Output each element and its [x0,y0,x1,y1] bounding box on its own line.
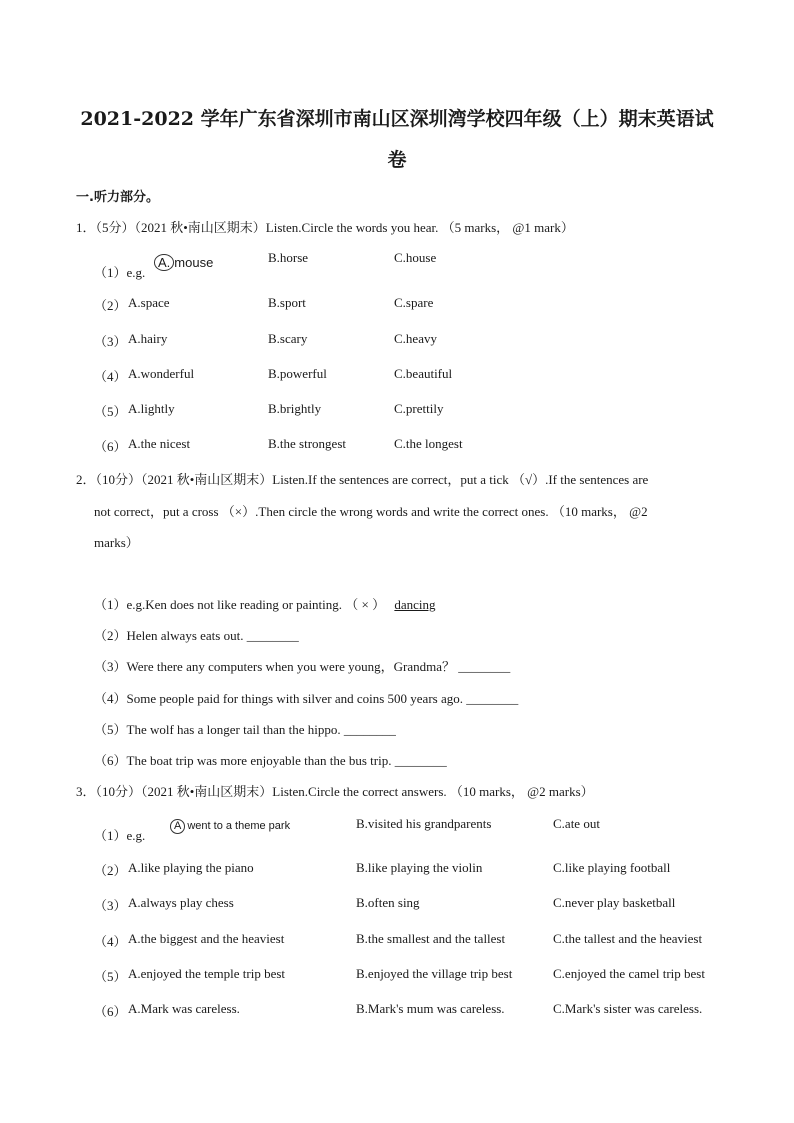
q1-row-3-option-b: B.scary [268,331,308,346]
q2-item-5: （5）The wolf has a longer tail than the hippo. ________ [94,722,396,737]
q3-row-3-option-c: C.never play basketball [553,895,676,910]
q1-row-1-option-b: B.horse [268,250,309,265]
question-2-header-line3: marks） [94,535,139,550]
q3-row-4 [94,931,734,951]
page-title-line2: 卷 [387,149,407,171]
circled-answer-a: A. [154,254,174,271]
q3-row-6-option-b: B.Mark's mum was careless. [356,1001,505,1016]
q3-row-5-option-a: A.enjoyed the temple trip best [128,966,286,981]
q3-row-1-number: （1）e.g. [94,828,146,843]
q1-row-6 [94,436,734,456]
q1-row-6-option-b: B.the strongest [268,436,346,451]
q1-row-1 [94,250,734,280]
q1-row-4-option-c: C.beautiful [394,366,453,381]
question-2-header-line1: 2．（10分）（2021 秋•南山区期末）Listen.If the sentences are correct，put a tick （√）.If the sentences are [76,472,649,487]
q3-row-5-option-b: B.enjoyed the village trip best [356,966,513,981]
q3-row-2 [94,860,734,880]
q3-row-2-option-b: B.like playing the violin [356,860,483,875]
question-1-header: 1．（5分）（2021 秋•南山区期末）Listen.Circle the words you hear. （5 marks， @1 mark） [76,220,574,235]
q1-row-3-number: （3） [94,334,127,349]
q1-row-3-option-c: C.heavy [394,331,437,346]
q1-row-5 [94,401,734,421]
section-heading-listening: 一.听力部分。 [76,190,159,205]
q3-row-6-option-a: A.Mark was careless. [128,1001,240,1016]
q3-row-1-option-a-word: went to a theme park [187,820,291,832]
q2-item-3: （3）Were there any computers when you were young，Grandma？ ________ [94,659,511,674]
q2-item-1-text: （1）e.g.Ken does not like reading or painting. （ × ） [94,597,386,612]
q3-row-3 [94,895,734,915]
q3-row-2-option-a: A.like playing the piano [128,860,254,875]
question-3-header: 3．（10分）（2021 秋•南山区期末）Listen.Circle the correct answers. （10 marks， @2 marks） [76,784,594,799]
q1-row-1-number: （1）e.g. [94,265,146,280]
q1-row-1-option-c: C.house [394,250,437,265]
q2-item-2: （2）Helen always eats out. ________ [94,628,299,643]
q3-row-6-option-c: C.Mark's sister was careless. [553,1001,703,1016]
q2-item-6: （6）The boat trip was more enjoyable than the bus trip. ________ [94,753,447,768]
q3-row-5-number: （5） [94,969,127,984]
q1-row-3 [94,331,734,351]
q1-row-2-number: （2） [94,298,127,313]
q3-row-6 [94,1001,734,1021]
q3-row-1-option-c: C.ate out [553,816,600,831]
q2-item-1 [94,594,436,613]
q3-row-4-option-b: B.the smallest and the tallest [356,931,506,946]
q3-row-2-option-c: C.like playing football [553,860,671,875]
q1-row-4-option-b: B.powerful [268,366,327,381]
q3-row-4-option-c: C.the tallest and the heaviest [553,931,703,946]
q1-row-1-option-a-word: mouse [174,255,214,270]
q1-row-6-number: （6） [94,439,127,454]
question-2-header-line2: not correct，put a cross （×）.Then circle the wrong words and write the correct ones. （10 marks， @2 [94,504,648,519]
q1-row-6-option-a: A.the nicest [128,436,191,451]
q3-row-3-number: （3） [94,898,127,913]
q1-row-4-option-a: A.wonderful [128,366,195,381]
q1-row-6-option-c: C.the longest [394,436,463,451]
q1-row-4 [94,366,734,386]
q1-row-4-number: （4） [94,369,127,384]
q3-row-1-option-b: B.visited his grandparents [356,816,492,831]
q3-row-6-number: （6） [94,1004,127,1019]
q1-row-1-option-a [154,254,213,271]
q1-row-5-option-b: B.brightly [268,401,322,416]
q3-row-4-number: （4） [94,934,127,949]
q3-row-1 [94,816,734,843]
q1-row-5-number: （5） [94,404,127,419]
q2-item-1-answer: dancing [394,597,436,612]
q1-row-2 [94,295,734,315]
q3-row-4-option-a: A.the biggest and the heaviest [128,931,285,946]
q1-row-2-option-c: C.spare [394,295,434,310]
q3-row-3-option-a: A.always play chess [128,895,234,910]
q1-row-2-option-b: B.sport [268,295,306,310]
q1-row-3-option-a: A.hairy [128,331,168,346]
q3-row-5-option-c: C.enjoyed the camel trip best [553,966,705,981]
q1-row-5-option-a: A.lightly [128,401,175,416]
circled-answer-a: A [170,819,185,834]
q3-row-2-number: （2） [94,863,127,878]
q1-row-2-option-a: A.space [128,295,170,310]
q3-row-3-option-b: B.often sing [356,895,420,910]
q1-row-5-option-c: C.prettily [394,401,444,416]
q3-row-1-option-a [170,817,290,834]
q3-row-5 [94,966,734,986]
q2-item-4: （4）Some people paid for things with silver and coins 500 years ago. ________ [94,691,519,706]
page-title-line1: 2021-2022 学年广东省深圳市南山区深圳湾学校四年级（上）期末英语试 [80,108,714,130]
